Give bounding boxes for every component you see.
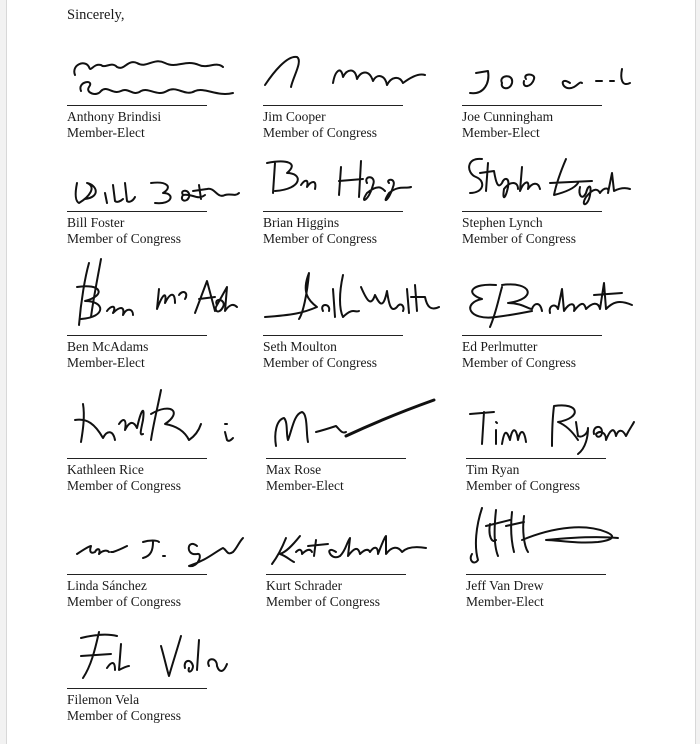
signature-line (67, 458, 207, 459)
signature-stephen-lynch (462, 153, 642, 211)
signature-ben-mcadams (67, 277, 247, 335)
signer-title: Member-Elect (462, 125, 540, 140)
signer-block (266, 516, 446, 626)
signer-block (67, 277, 247, 387)
signer-block (67, 47, 247, 157)
signer-title: Member of Congress (67, 708, 181, 723)
signature-kathleen-rice (67, 400, 247, 458)
signature-tim-ryan (466, 400, 646, 458)
signer-name: Brian Higgins (263, 215, 340, 230)
signer-block (67, 400, 247, 510)
signature-line (462, 211, 602, 212)
signature-seth-moulton (263, 277, 443, 335)
signer-block (67, 516, 247, 626)
signer-name: Stephen Lynch (462, 215, 543, 230)
signature-line (67, 574, 207, 575)
signature-filemon-vela (67, 630, 247, 688)
signer-name: Filemon Vela (67, 692, 140, 707)
signer-block (462, 277, 642, 387)
signature-linda-sanchez (67, 516, 247, 574)
signature-line (263, 211, 403, 212)
signer-title: Member-Elect (67, 355, 145, 370)
signer-block (466, 400, 646, 510)
signer-name: Joe Cunningham (462, 109, 554, 124)
signer-block (466, 516, 646, 626)
signer-name: Seth Moulton (263, 339, 337, 354)
signer-title: Member of Congress (263, 231, 377, 246)
signature-line (67, 211, 207, 212)
signer-block (266, 400, 446, 510)
signer-block (263, 277, 443, 387)
signature-jim-cooper (263, 47, 443, 105)
signature-max-rose (266, 400, 446, 458)
signer-name: Max Rose (266, 462, 322, 477)
closing-text: Sincerely, (67, 7, 125, 23)
signer-name: Tim Ryan (466, 462, 520, 477)
signature-jeff-van-drew (466, 516, 646, 574)
signer-title: Member of Congress (67, 478, 181, 493)
signature-line (67, 688, 207, 689)
signer-title: Member of Congress (67, 231, 181, 246)
signer-name: Linda Sánchez (67, 578, 147, 593)
signature-line (263, 105, 403, 106)
signature-ed-perlmutter (462, 277, 642, 335)
signer-title: Member-Elect (67, 125, 145, 140)
signer-title: Member of Congress (466, 478, 580, 493)
signature-anthony-brindisi (67, 47, 247, 105)
signature-line (462, 105, 602, 106)
signer-name: Jim Cooper (263, 109, 326, 124)
signature-line (266, 574, 406, 575)
signer-name: Anthony Brindisi (67, 109, 162, 124)
signer-title: Member-Elect (266, 478, 344, 493)
signature-line (466, 574, 606, 575)
signer-block (67, 630, 247, 740)
signer-title: Member of Congress (462, 355, 576, 370)
signer-title: Member of Congress (462, 231, 576, 246)
letter-page (6, 0, 696, 744)
signer-block (67, 153, 247, 263)
signer-block (263, 47, 443, 157)
signer-name: Bill Foster (67, 215, 125, 230)
signature-line (263, 335, 403, 336)
signer-title: Member of Congress (266, 594, 380, 609)
signer-block (462, 47, 642, 157)
signature-line (266, 458, 406, 459)
signer-title: Member-Elect (466, 594, 544, 609)
signature-kurt-schrader (266, 516, 446, 574)
signature-joe-cunningham (462, 47, 642, 105)
signer-title: Member of Congress (263, 125, 377, 140)
signer-name: Jeff Van Drew (466, 578, 544, 593)
signer-block (263, 153, 443, 263)
signer-title: Member of Congress (67, 594, 181, 609)
signature-line (466, 458, 606, 459)
signer-name: Ben McAdams (67, 339, 149, 354)
signature-line (67, 105, 207, 106)
signature-line (67, 335, 207, 336)
signer-name: Kurt Schrader (266, 578, 343, 593)
signer-name: Kathleen Rice (67, 462, 144, 477)
signature-brian-higgins (263, 153, 443, 211)
signature-line (462, 335, 602, 336)
signer-block (462, 153, 642, 263)
signer-name: Ed Perlmutter (462, 339, 538, 354)
signer-title: Member of Congress (263, 355, 377, 370)
signature-bill-foster (67, 153, 247, 211)
